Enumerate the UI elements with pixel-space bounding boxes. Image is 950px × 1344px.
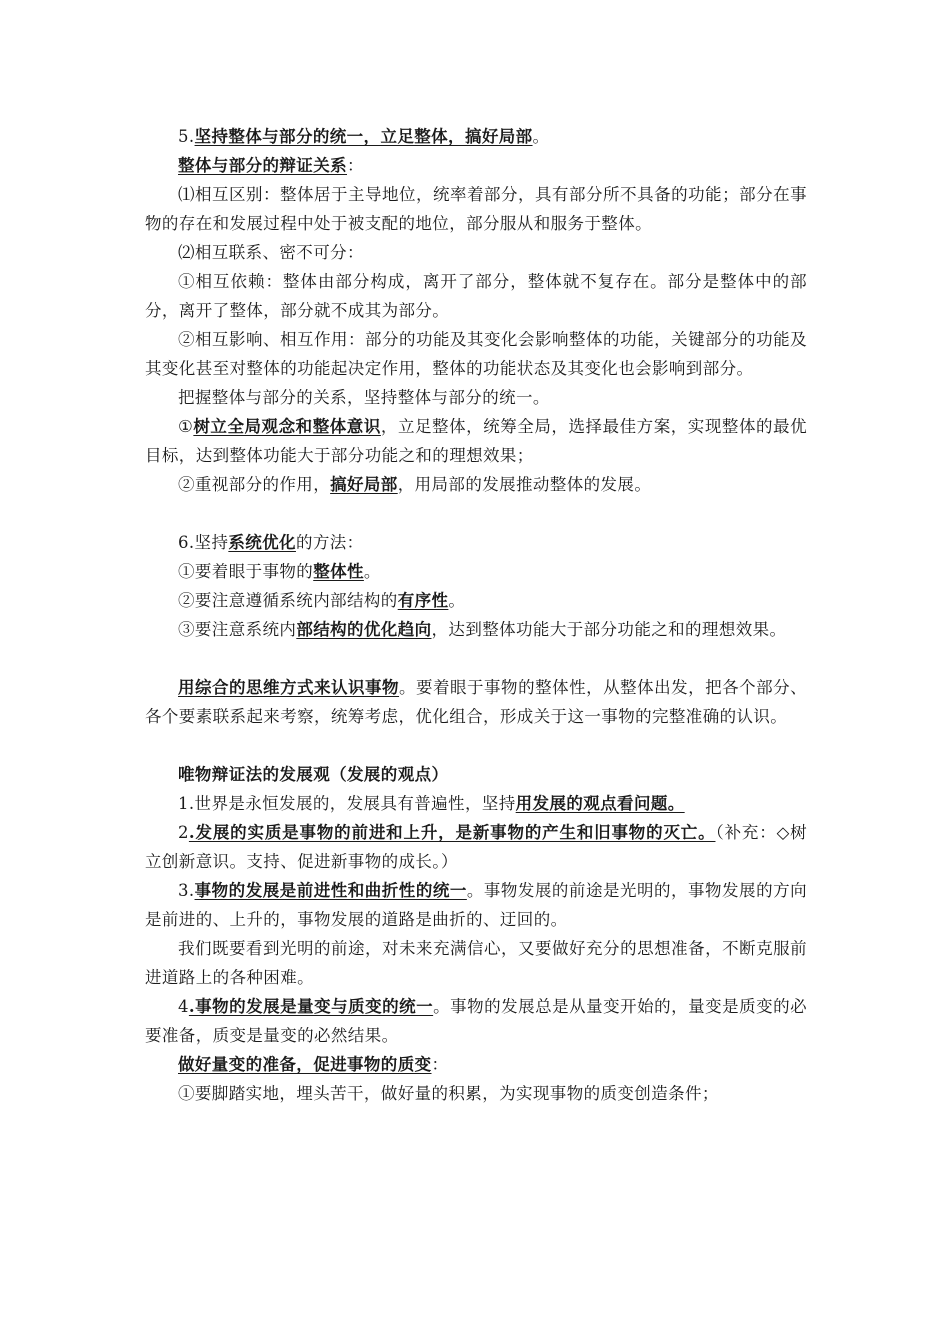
document-body [145, 122, 807, 1108]
spacer [145, 644, 807, 673]
development-item-2: 2.发展的实质是事物的前进和上升，是新事物的产生和旧事物的灭亡。（补充：◇树立创新意识。支持、促进新事物的成长。） [145, 823, 807, 871]
spacer [145, 731, 807, 760]
section-5-title-text: 坚持整体与部分的统一，立足整体，搞好局部 [194, 127, 533, 146]
development-heading: 唯物辩证法的发展观（发展的观点） [178, 765, 449, 784]
paragraph-interdependence: ①相互依赖：整体由部分构成，离开了部分，整体就不复存在。部分是整体中的部分，离开了整体，部分就不成其为部分。 [145, 272, 807, 320]
section-6-item-2: ②要注意遵循系统内部结构的有序性。 [178, 591, 466, 610]
paragraph-parts-role: ②重视部分的作用，搞好局部，用局部的发展推动整体的发展。 [178, 475, 652, 494]
development-item-3: 3.事物的发展是前进性和曲折性的统一。事物发展的前途是光明的，事物发展的方向是前进的、上升的，事物发展的道路是曲折的、迂回的。 [145, 881, 807, 929]
development-item-4-sub: 做好量变的准备，促进事物的质变： [178, 1055, 449, 1074]
paragraph-interaction: ②相互影响、相互作用：部分的功能及其变化会影响整体的功能，关键部分的功能及其变化甚至对整体的功能起决定作用，整体的功能状态及其变化也会影响到部分。 [145, 330, 807, 378]
paragraph-grasp-relation: 把握整体与部分的关系，坚持整体与部分的统一。 [178, 388, 550, 407]
paragraph-distinction: ⑴相互区别：整体居于主导地位，统率着部分，具有部分所不具备的功能；部分在事物的存在和发展过程中处于被支配的地位，部分服从和服务于整体。 [145, 185, 807, 233]
development-item-4-point-1: ①要脚踏实地，埋头苦干，做好量的积累，为实现事物的质变创造条件； [178, 1084, 719, 1103]
development-item-1: 1.世界是永恒发展的，发展具有普遍性，坚持用发展的观点看问题。 [178, 794, 685, 813]
section-5-subtitle: 整体与部分的辩证关系： [178, 156, 364, 175]
paragraph-overall-view: ①树立全局观念和整体意识，立足整体，统筹全局，选择最佳方案，实现整体的最优目标，达到整体功能大于部分功能之和的理想效果； [145, 417, 807, 465]
development-item-3-note: 我们既要看到光明的前途，对未来充满信心，又要做好充分的思想准备，不断克服前进道路上的各种困难。 [145, 939, 807, 987]
spacer [145, 499, 807, 528]
paragraph-synthesis: 用综合的思维方式来认识事物。要着眼于事物的整体性，从整体出发，把各个部分、各个要素联系起来考察，统筹考虑，优化组合，形成关于这一事物的完整准确的认识。 [145, 678, 808, 726]
paragraph-connection: ⑵相互联系、密不可分： [178, 243, 364, 262]
development-item-4: 4.事物的发展是量变与质变的统一。事物的发展总是从量变开始的，量变是质变的必要准备，质变是量变的必然结果。 [145, 997, 807, 1045]
section-6-item-3: ③要注意系统内部结构的优化趋向，达到整体功能大于部分功能之和的理想效果。 [178, 620, 787, 639]
section-5-title: 5.坚持整体与部分的统一，立足整体，搞好局部。 [178, 127, 550, 146]
section-6-item-1: ①要着眼于事物的整体性。 [178, 562, 381, 581]
section-6-title: 6.坚持系统优化的方法： [178, 533, 364, 552]
